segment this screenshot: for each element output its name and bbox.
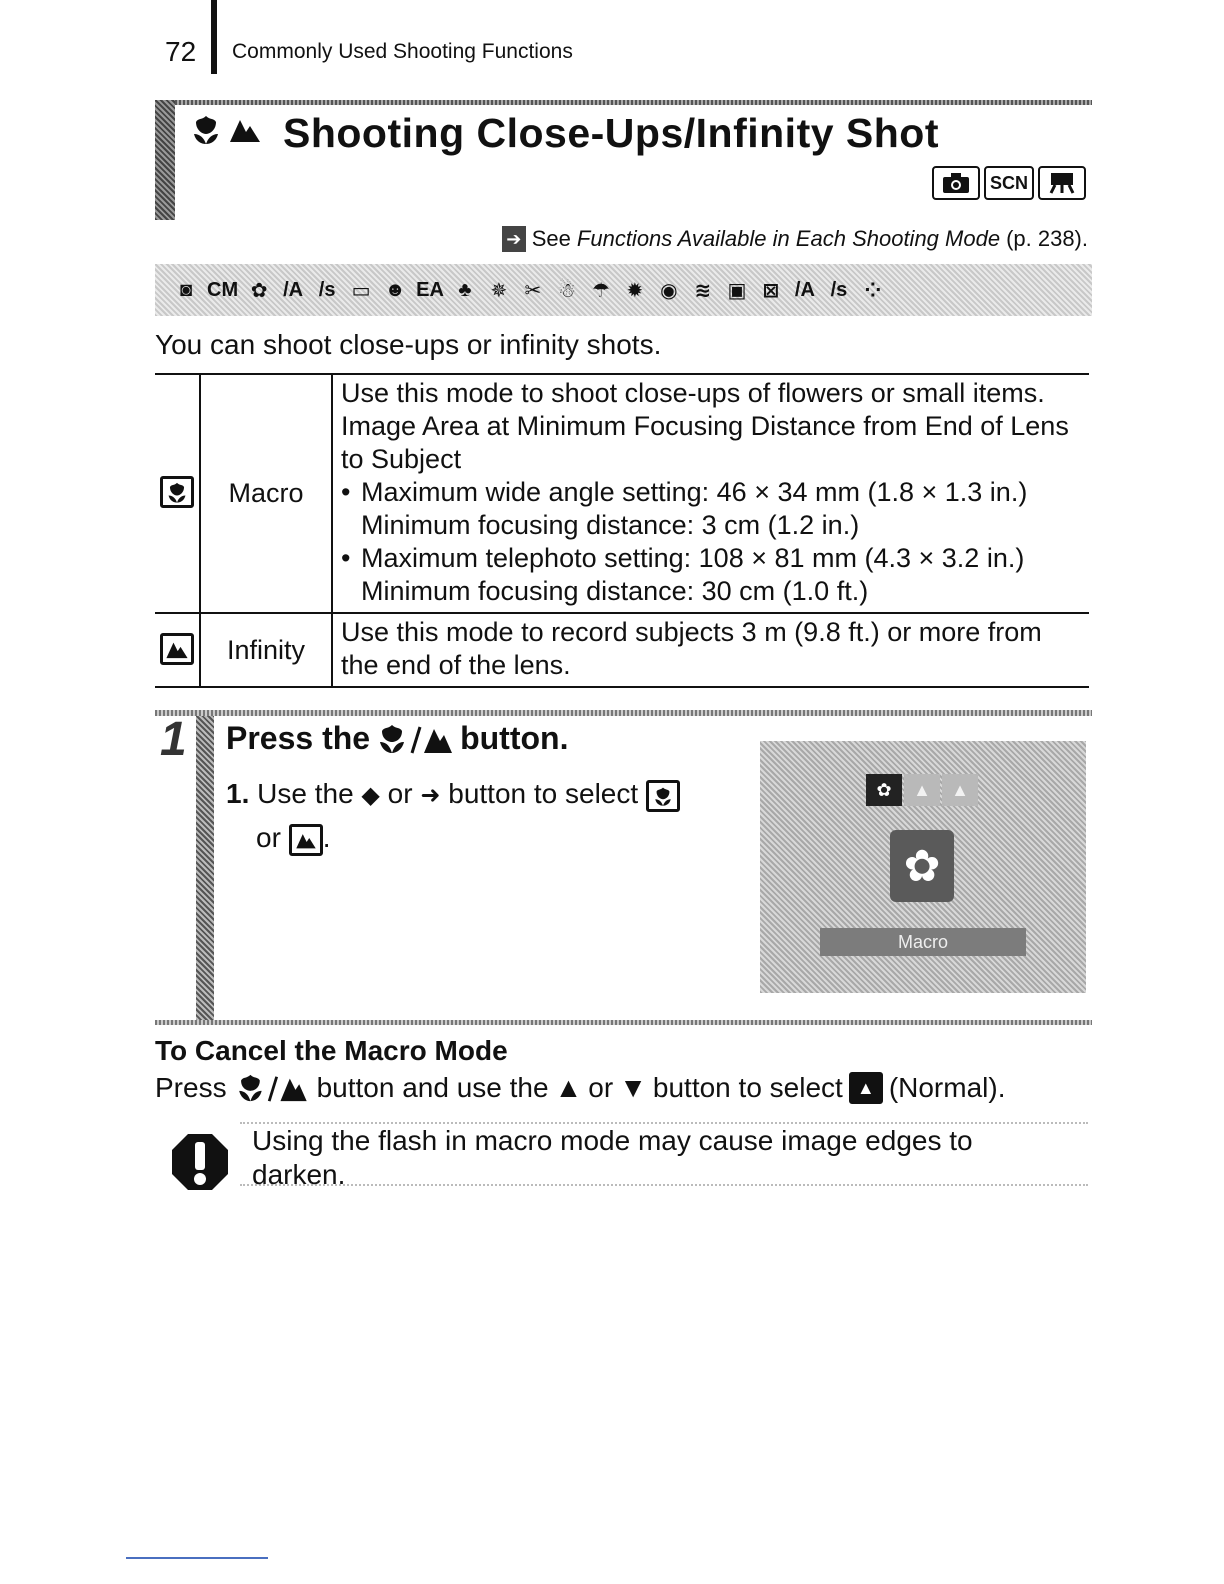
step-number: 1 (160, 713, 187, 766)
mode-strip-icon-15: ≋ (694, 279, 712, 302)
step-instruction: 1. Use the ◆ or ➜ button to select or . (226, 773, 746, 859)
instruction-a: Use the (257, 778, 354, 809)
cancel-text-c: button to select (652, 1072, 843, 1103)
macro-description-cell (332, 374, 1089, 613)
screen-mode-tabs (866, 774, 978, 806)
mode-table (155, 373, 1089, 688)
reference-page: (p. 238). (1006, 226, 1088, 251)
step-bar (196, 716, 214, 1022)
instruction-or: or (387, 778, 413, 809)
screen-macro-flower-icon: ✿ (890, 830, 954, 902)
table-row-infinity (155, 613, 1089, 687)
mode-strip-icon-5: ▭ (351, 279, 371, 302)
mode-strip-icon-0: ◙ (179, 278, 193, 301)
step-title-post: button. (460, 720, 569, 756)
macro-icon (160, 476, 194, 508)
mode-strip-icon-9: ✵ (490, 279, 508, 302)
infinity-icon (160, 633, 194, 665)
title-top-rule (155, 100, 1092, 105)
macro-description: Use this mode to shoot close-ups of flowers or small items. Image Area at Minimum Focusing Distance from End of Lens to Subject (341, 378, 1069, 474)
caution-text: Using the flash in macro mode may cause image edges to darken. (252, 1125, 973, 1190)
infinity-icon-cell (155, 613, 200, 687)
macro-bullet-tele: Maximum telephoto setting: 108 × 81 mm (4.3 × 3.2 in.) Minimum focusing distance: 30 cm (1.0 ft.) (361, 543, 1025, 606)
macro-icon (646, 780, 680, 812)
title-left-bar (155, 100, 175, 220)
list-item: • Maximum telephoto setting: 108 × 81 mm (4.3 × 3.2 in.) Minimum focusing distance: 30 cm (1.0 ft.) (341, 542, 1081, 608)
mode-strip-icon-17: ⊠ (762, 279, 780, 302)
cancel-text-b: button and use the (316, 1072, 549, 1103)
cancel-heading: To Cancel the Macro Mode (155, 1035, 508, 1066)
macro-infinity-button-icon (378, 723, 452, 755)
mode-strip-icon-19: /s (830, 278, 848, 301)
table-row-macro (155, 374, 1089, 613)
mode-strip-icon-16: ▣ (727, 279, 747, 302)
arrow-left-icon: ◆ (361, 782, 380, 809)
running-head: Commonly Used Shooting Functions (232, 40, 573, 63)
mode-strip-icon-6: ☻ (384, 278, 406, 301)
arrow-up-icon: ▲ (554, 1072, 583, 1103)
mode-strip-icon-12: ☂ (591, 279, 610, 302)
list-item: • Maximum wide angle setting: 46 × 34 mm (1.8 × 1.3 in.) Minimum focusing distance: 3 cm (1.2 in.) (341, 476, 1081, 542)
step-top-rule (155, 710, 1092, 716)
step-bottom-rule (155, 1020, 1092, 1025)
instruction-number: 1. (226, 778, 250, 809)
instruction-b: button to select (448, 778, 639, 809)
macro-bullet-wide: Maximum wide angle setting: 46 × 34 mm (1.8 × 1.3 in.) Minimum focusing distance: 3 cm (1.2 in.) (361, 477, 1028, 540)
arrow-right-icon: ➜ (420, 782, 441, 809)
page-number: 72 (165, 36, 197, 67)
camera-mode-badge-icon (932, 166, 980, 200)
instruction-or2: or (256, 822, 281, 853)
mode-strip-icon-4: /s (318, 278, 336, 301)
mode-strip-icon-11: ☃ (557, 279, 576, 302)
movie-mode-badge-icon (1038, 166, 1086, 200)
caution-icon (168, 1130, 232, 1194)
screen-mode-label: Macro (820, 928, 1026, 956)
page-title: Shooting Close-Ups/Infinity Shot (283, 110, 940, 156)
header-rule (211, 0, 217, 74)
infinity-mountain-icon (228, 114, 262, 144)
screen-tab-infinity-icon: ▲ (942, 774, 978, 806)
cancel-text-or: or (588, 1072, 614, 1103)
intro-text: You can shoot close-ups or infinity shots. (155, 329, 662, 360)
mode-strip-icon-10: ✂ (524, 279, 542, 302)
arrow-right-icon: ➔ (502, 226, 526, 252)
cancel-text-d: (Normal). (888, 1072, 1006, 1103)
step-title-pre: Press the (226, 720, 371, 756)
cancel-text (155, 1072, 1005, 1104)
mode-strip-icon-18: /A (794, 278, 815, 301)
mode-badges (932, 166, 1086, 200)
reference-title: Functions Available in Each Shooting Mode (576, 226, 1001, 251)
infinity-description: Use this mode to record subjects 3 m (9.8 ft.) or more from the end of the lens. (332, 613, 1089, 687)
mode-strip-icon-20: ⁘ (864, 279, 882, 302)
arrow-down-icon: ▼ (619, 1072, 647, 1103)
mode-strip-icon-2: ✿ (250, 279, 268, 302)
mode-strip-icon-1: CM (207, 278, 239, 301)
macro-name: Macro (200, 374, 332, 613)
infinity-name: Infinity (200, 613, 332, 687)
mode-strip-icon-13: ✹ (626, 279, 644, 302)
macro-flower-icon (190, 112, 222, 146)
footer-line (126, 1557, 268, 1559)
cancel-text-a: Press (155, 1072, 227, 1103)
mode-strip-icon-7: EA (416, 278, 444, 301)
mode-strip-icon-14: ◉ (660, 279, 678, 302)
screen-tab-macro-icon: ✿ (866, 774, 902, 806)
shooting-mode-strip (155, 264, 1092, 316)
macro-infinity-button-icon (233, 1073, 311, 1103)
scn-mode-badge: SCN (984, 166, 1034, 200)
step-title (226, 720, 568, 757)
title-icons (190, 112, 262, 146)
reference-prefix: See (531, 226, 571, 251)
page-reference (502, 226, 1088, 252)
macro-icon-cell (155, 374, 200, 613)
mode-strip-icon-8: ♣ (458, 278, 472, 301)
screen-tab-normal-icon: ▲ (904, 774, 940, 806)
infinity-icon (289, 824, 323, 856)
mode-strip-icon-3: /A (283, 278, 304, 301)
normal-mode-icon: ▲ (849, 1072, 883, 1104)
